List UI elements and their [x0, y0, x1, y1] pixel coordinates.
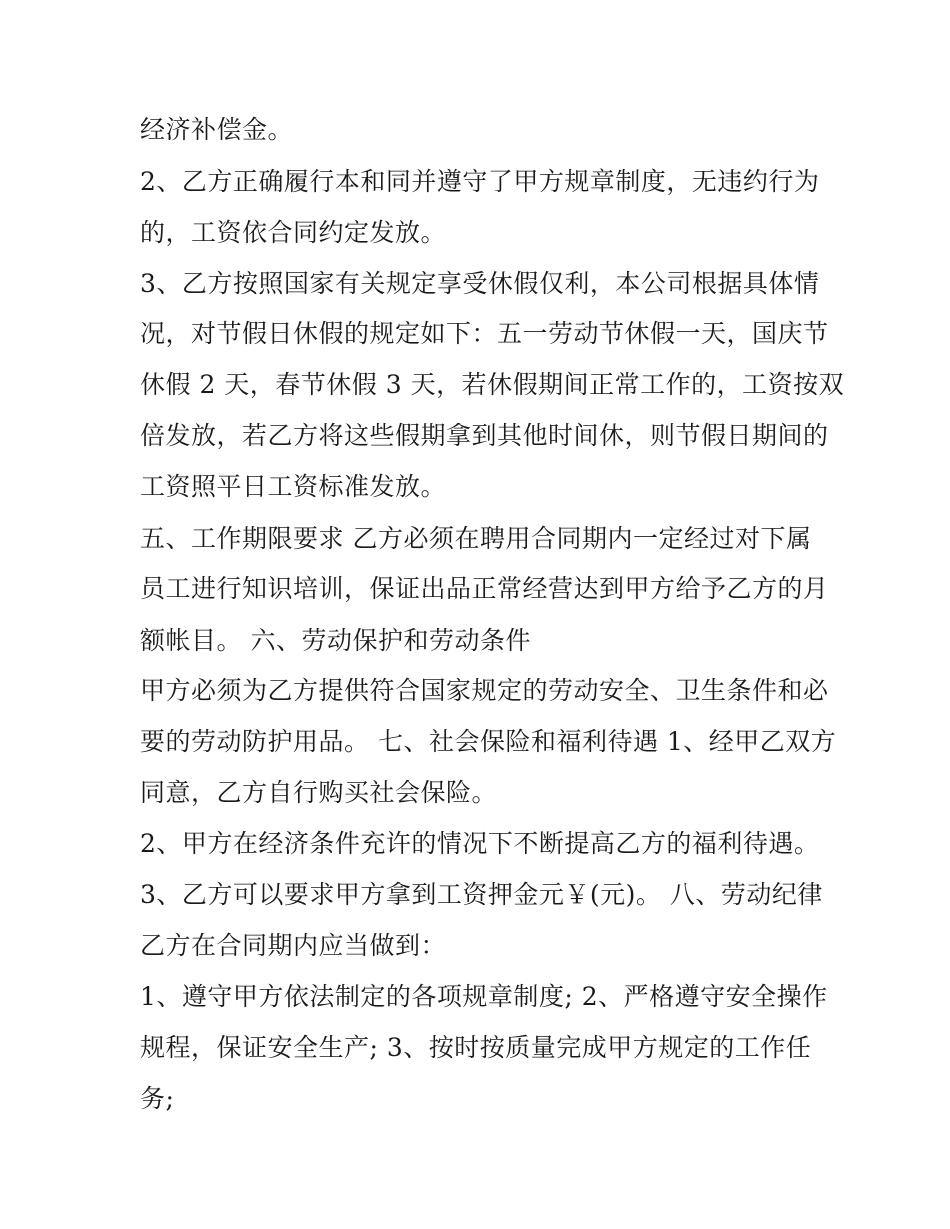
text-line: 五、工作期限要求 乙方必须在聘用合同期内一定经过对下属	[140, 524, 812, 553]
text-line: 乙方在合同期内应当做到：	[140, 931, 447, 960]
text-line: 同意，乙方自行购买社会保险。	[140, 778, 498, 807]
text-line: 经济补偿金。	[140, 115, 294, 144]
text-line: 工资照平日工资标准发放。	[140, 472, 447, 501]
text-line: 3、乙方可以要求甲方拿到工资押金元￥(元)。 八、劳动纪律	[140, 880, 823, 909]
text-line: 要的劳动防护用品。 七、社会保险和福利待遇 1、经甲乙双方	[140, 727, 837, 756]
text-line: 员工进行知识培训，保证出品正常经营达到甲方给予乙方的月	[140, 574, 829, 603]
text-line: 的，工资依合同约定发放。	[140, 218, 447, 247]
text-line: 2、乙方正确履行本和同并遵守了甲方规章制度，无违约行为	[140, 167, 820, 196]
text-line: 倍发放，若乙方将这些假期拿到其他时间休，则节假日期间的	[140, 421, 829, 450]
text-line: 2、甲方在经济条件充许的情况下不断提高乙方的福利待遇。	[140, 829, 820, 858]
text-line: 休假 2 天，春节休假 3 天，若休假期间正常工作的，工资按双	[140, 370, 845, 399]
text-line: 额帐目。 六、劳动保护和劳动条件	[140, 626, 531, 655]
text-line: 甲方必须为乙方提供符合国家规定的劳动安全、卫生条件和必	[140, 676, 829, 705]
text-line: 况，对节假日休假的规定如下：五一劳动节休假一天，国庆节	[140, 319, 829, 348]
text-line: 3、乙方按照国家有关规定享受休假仅利，本公司根据具体情	[140, 269, 820, 298]
text-line: 规程，保证安全生产; 3、按时按质量完成甲方规定的工作任	[140, 1033, 812, 1062]
text-line: 务;	[140, 1084, 175, 1113]
text-line: 1、遵守甲方依法制定的各项规章制度; 2、严格遵守安全操作	[140, 982, 828, 1011]
